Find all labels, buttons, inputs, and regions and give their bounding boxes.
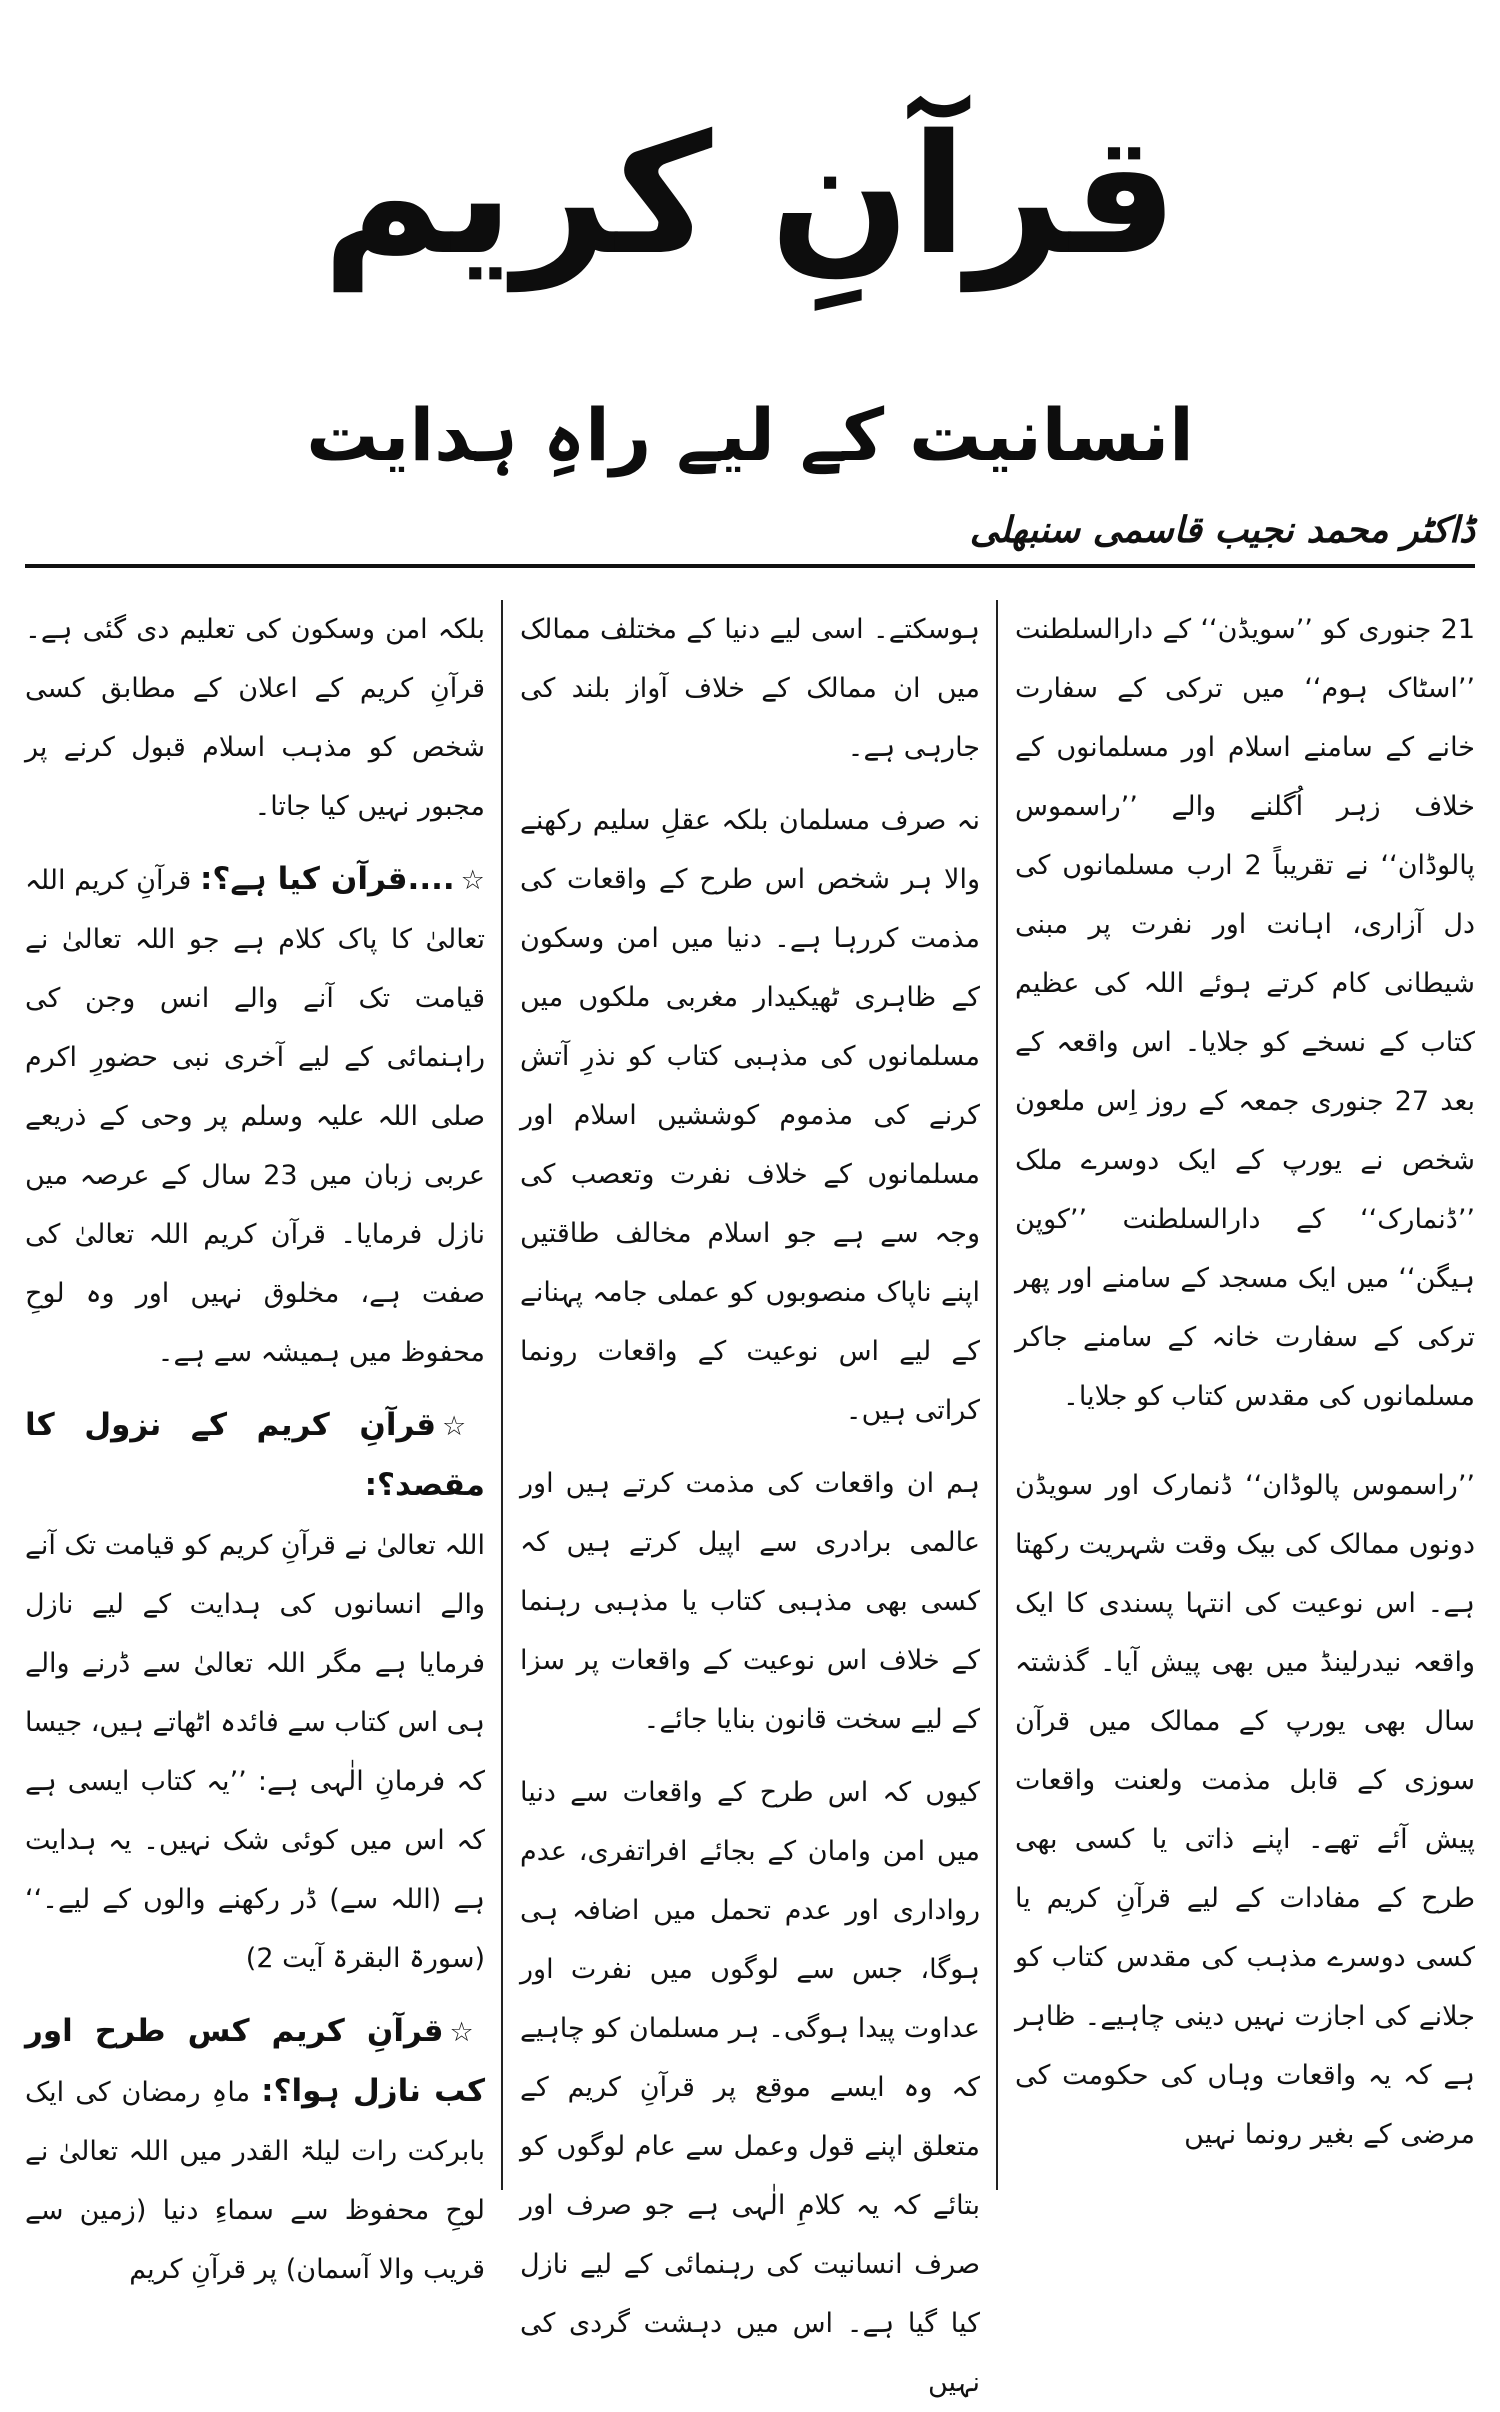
paragraph: نہ صرف مسلمان بلکہ عقلِ سلیم رکھنے والا ہر شخص اس طرح کے واقعات کی مذمت کررہا ہے۔ دنیا میں امن وسکون کے ظاہری ٹھیکیدار مغربی ملکوں میں مسلمانوں کی مذہبی کتاب کو نذرِ آتش کرنے کی مذموم کوششیں اسلام اور مسلمانوں کے خلاف نفرت وتعصب کی وجہ سے ہے جو اسلام مخالف طاقتیں اپنے ناپاک منصوبوں کو عملی جامہ پہنانے کے لیے اس نوعیت کے واقعات رونما کراتی ہیں۔	[520, 805, 980, 1426]
star-icon: ☆	[460, 865, 485, 896]
column-middle	[520, 600, 980, 2398]
column-divider	[501, 600, 503, 2190]
paragraph: ہوسکتے۔ اسی لیے دنیا کے مختلف ممالک میں ان ممالک کے خلاف آواز بلند کی جارہی ہے۔	[520, 614, 980, 763]
paragraph: ہم ان واقعات کی مذمت کرتے ہیں اور عالمی برادری سے اپیل کرتے ہیں کہ کسی بھی مذہبی کتاب یا مذہبی رہنما کے خلاف اس نوعیت کے واقعات پر سزا کے لیے سخت قانون بنایا جائے۔	[520, 1468, 980, 1735]
paragraph-text: ماہِ رمضان کی ایک بابرکت رات لیلۃ القدر میں اللہ تعالیٰ نے لوحِ محفوظ سے سماءِ دنیا (زمین سے قریب والا آسمان) پر قرآنِ کریم	[25, 2077, 485, 2285]
section-heading: قرآنِ کریم کے نزول کا مقصد؟:	[25, 1407, 485, 1503]
star-icon: ☆	[442, 1411, 485, 1442]
article-subtitle: انسانیت کے لیے راہِ ہدایت	[306, 393, 1194, 477]
section-heading-line	[25, 1396, 485, 1516]
section-paragraph	[25, 850, 485, 1382]
column-divider	[996, 600, 998, 2190]
section-paragraph	[25, 2002, 485, 2299]
paragraph: کیوں کہ اس طرح کے واقعات سے دنیا میں امن وامان کے بجائے افراتفری، عدم رواداری اور عدم تحمل میں اضافہ ہی ہوگا، جس سے لوگوں میں نفرت اور عداوت پیدا ہوگی۔ ہر مسلمان کو چاہیے کہ وہ ایسے موقع پر قرآنِ کریم کے متعلق اپنے قول وعمل سے عام لوگوں کو بتائے کہ یہ کلامِ الٰہی ہے جو صرف اور صرف انسانیت کی رہنمائی کے لیے نازل کیا گیا ہے۔ اس میں دہشت گردی کی نہیں	[520, 1777, 980, 2398]
section-heading: ....قرآن کیا ہے؟:	[200, 861, 455, 897]
column-right	[1015, 600, 1475, 2190]
paragraph: اللہ تعالیٰ نے قرآنِ کریم کو قیامت تک آنے والے انسانوں کی ہدایت کے لیے نازل فرمایا ہے مگر اللہ تعالیٰ سے ڈرنے والے ہی اس کتاب سے فائدہ اٹھاتے ہیں، جیسا کہ فرمانِ الٰہی ہے: ’’یہ کتاب ایسی ہے کہ اس میں کوئی شک نہیں۔ یہ ہدایت ہے (اللہ سے) ڈر رکھنے والوں کے لیے۔‘‘ (سورۃ البقرۃ آیت 2)	[24, 1530, 485, 1974]
paragraph-text: قرآنِ کریم اللہ تعالیٰ کا پاک کلام ہے جو اللہ تعالیٰ نے قیامت تک آنے والے انس وجن کی راہنمائی کے لیے آخری نبی حضورِ اکرم صلی اللہ علیہ وسلم پر وحی کے ذریعے عربی زبان میں 23 سال کے عرصہ میں نازل فرمایا۔ قرآن کریم اللہ تعالیٰ کی صفت ہے، مخلوق نہیں اور وہ لوحِ محفوظ میں ہمیشہ سے ہے۔	[25, 865, 486, 1368]
paragraph: 21 جنوری کو ’’سویڈن‘‘ کے دارالسلطنت ’’اسٹاک ہوم‘‘ میں ترکی کے سفارت خانے کے سامنے اسلام اور مسلمانوں کے خلاف زہر اُگلنے والے ’’راسموس پالوڈان‘‘ نے تقریباً 2 ارب مسلمانوں کی دل آزاری، اہانت اور نفرت پر مبنی شیطانی کام کرتے ہوئے اللہ کی عظیم کتاب کے نسخے کو جلایا۔ اس واقعہ کے بعد 27 جنوری جمعہ کے روز اِس ملعون شخص نے یورپ کے ایک دوسرے ملک ’’ڈنمارک‘‘ کے دارالسلطنت ’’کوپن ہیگن‘‘ میں ایک مسجد کے سامنے اور پھر ترکی کے سفارت خانہ کے سامنے جاکر مسلمانوں کی مقدس کتاب کو جلایا۔	[1015, 614, 1476, 1412]
section-heading: قرآنِ کریم کس طرح اور کب نازل ہوا؟:	[25, 2013, 485, 2109]
star-icon: ☆	[449, 2017, 485, 2048]
paragraph: بلکہ امن وسکون کی تعلیم دی گئی ہے۔ قرآنِ کریم کے اعلان کے مطابق کسی شخص کو مذہب اسلام قبول کرنے پر مجبور نہیں کیا جاتا۔	[25, 614, 485, 822]
byline-bar	[25, 500, 1475, 568]
article-title: قرآنِ کریم	[322, 99, 1178, 291]
author-byline: ڈاکٹر محمد نجیب قاسمی سنبھلی	[969, 509, 1475, 551]
paragraph: ’’راسموس پالوڈان‘‘ ڈنمارک اور سویڈن دونوں ممالک کی بیک وقت شہریت رکھتا ہے۔ اس نوعیت کی انتہا پسندی کا ایک واقعہ نیدرلینڈ میں بھی پیش آیا۔ گذشتہ سال بھی یورپ کے ممالک میں قرآن سوزی کے قابل مذمت ولعنت واقعات پیش آئے تھے۔ اپنے ذاتی یا کسی بھی طرح کے مفادات کے لیے قرآنِ کریم یا کسی دوسرے مذہب کی مقدس کتاب کو جلانے کی اجازت نہیں دینی چاہیے۔ ظاہر ہے کہ یہ واقعات وہاں کی حکومت کی مرضی کے بغیر رونما نہیں	[1015, 1470, 1475, 2150]
article-body	[24, 600, 1476, 2398]
column-left	[24, 600, 486, 2285]
